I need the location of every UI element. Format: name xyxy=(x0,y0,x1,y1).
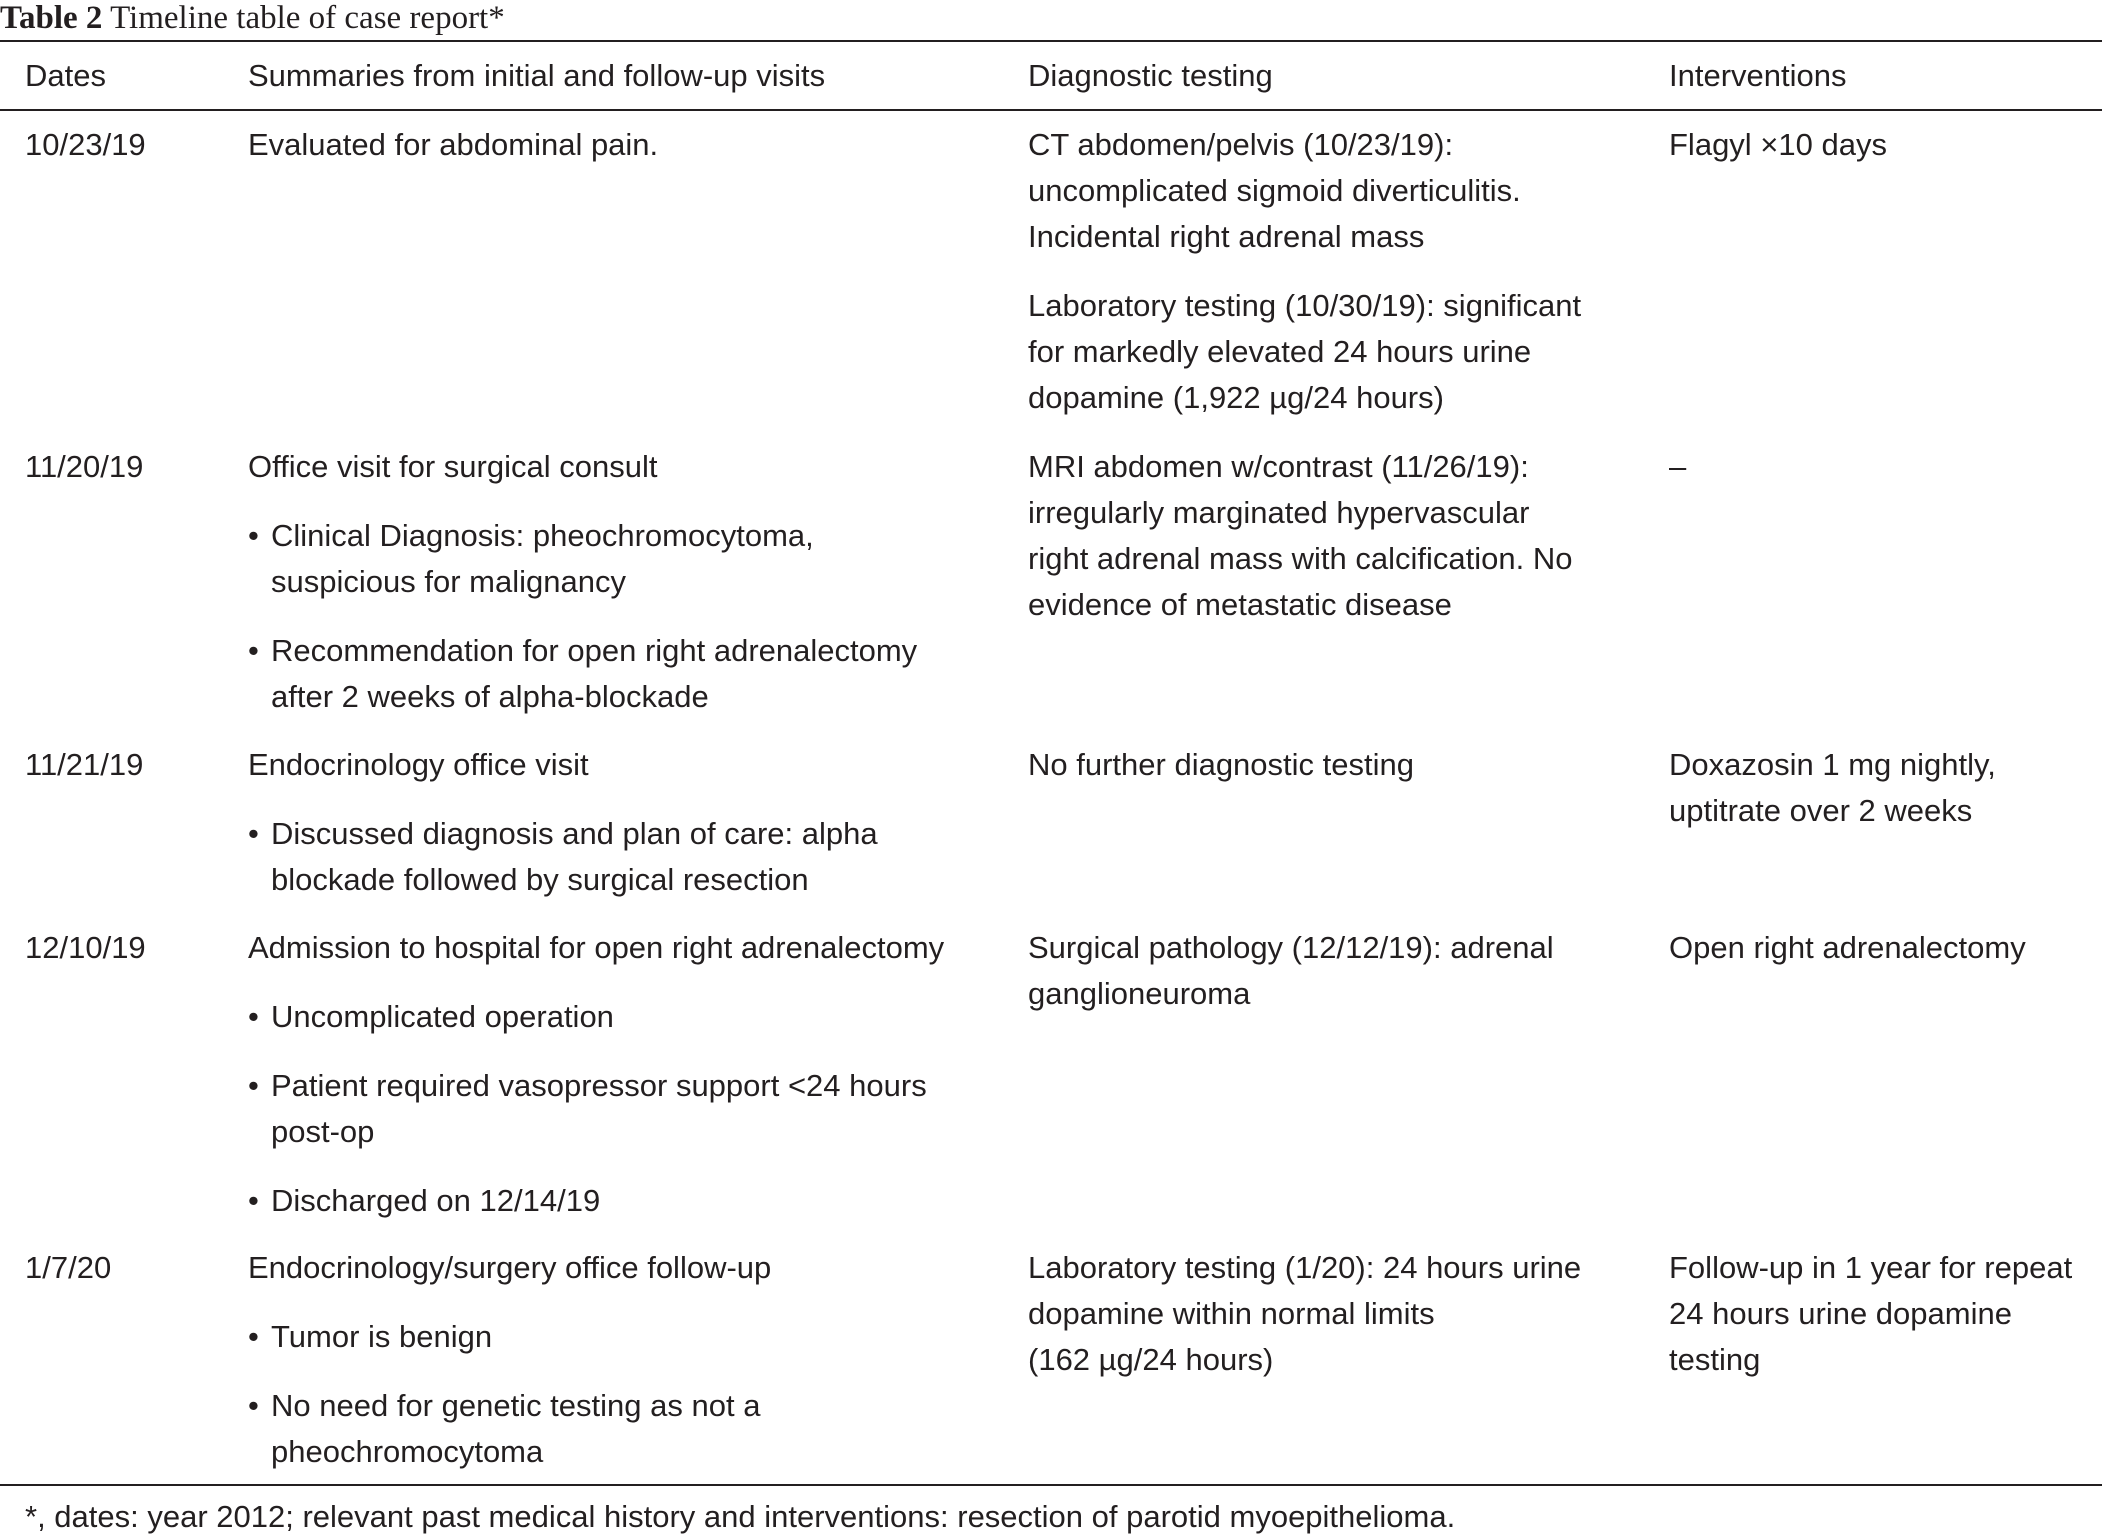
text-line: testing xyxy=(1669,1342,1761,1377)
text-line: Flagyl ×10 days xyxy=(1669,127,1887,162)
text-line: • No need for genetic testing as not a xyxy=(271,1388,761,1423)
row-4-date: 12/10/19 xyxy=(25,930,146,965)
column-header-diagnostic: Diagnostic testing xyxy=(1028,58,1273,93)
column-header-dates: Dates xyxy=(25,58,106,93)
text-line: Laboratory testing (1/20): 24 hours urine xyxy=(1028,1250,1582,1285)
row-5-diagnostic xyxy=(1028,1245,1581,1383)
table-number: Table 2 xyxy=(0,0,103,36)
row-2-interventions xyxy=(1669,444,1686,490)
row-3-interventions xyxy=(1669,742,1996,834)
text-line: Incidental right adrenal mass xyxy=(1028,219,1425,254)
summary-bullet xyxy=(248,1178,944,1224)
text-line: MRI abdomen w/contrast (11/26/19): xyxy=(1028,449,1529,484)
text-line: suspicious for malignancy xyxy=(271,564,626,599)
text-line: • Discharged on 12/14/19 xyxy=(271,1183,601,1218)
text-line: – xyxy=(1669,449,1687,484)
row-1-summary: Evaluated for abdominal pain. xyxy=(248,127,659,162)
text-line: • Tumor is benign xyxy=(271,1319,493,1354)
row-5-interventions xyxy=(1669,1245,2072,1383)
diagnostic-paragraph xyxy=(1028,444,1572,628)
text-line: Follow-up in 1 year for repeat xyxy=(1669,1250,2073,1285)
summary-bullet xyxy=(248,513,917,605)
summary-bullet xyxy=(248,1314,771,1360)
column-header-summaries: Summaries from initial and follow-up visits xyxy=(248,58,826,93)
text-line: (162 µg/24 hours) xyxy=(1028,1342,1274,1377)
summary-heading: Office visit for surgical consult xyxy=(248,449,658,484)
row-4-interventions xyxy=(1669,925,2026,971)
text-line: ganglioneuroma xyxy=(1028,976,1251,1011)
text-line: dopamine (1,922 µg/24 hours) xyxy=(1028,380,1444,415)
row-2-summary xyxy=(248,444,917,720)
row-4-diagnostic xyxy=(1028,925,1554,1017)
diagnostic-paragraph xyxy=(1028,122,1581,260)
row-3-summary xyxy=(248,742,878,903)
summary-bullet xyxy=(248,811,878,903)
summary-bullet xyxy=(248,1063,944,1155)
text-line: Open right adrenalectomy xyxy=(1669,930,2026,965)
row-1-date: 10/23/19 xyxy=(25,127,146,162)
text-line: for markedly elevated 24 hours urine xyxy=(1028,334,1532,369)
table-caption xyxy=(0,0,505,38)
row-3-diagnostic xyxy=(1028,742,1414,788)
summary-bullet xyxy=(248,628,917,720)
text-line: • Patient required vasopressor support <24 hours xyxy=(271,1068,927,1103)
text-line: right adrenal mass with calcification. No xyxy=(1028,541,1573,576)
summary-bullet xyxy=(248,1383,771,1475)
table-footnote: *, dates: year 2012; relevant past medical history and interventions: resection of parotid myoepithelioma. xyxy=(25,1499,1456,1534)
text-line: after 2 weeks of alpha-blockade xyxy=(271,679,709,714)
text-line: uncomplicated sigmoid diverticulitis. xyxy=(1028,173,1521,208)
table-top-rule xyxy=(0,40,2102,42)
text-line: No further diagnostic testing xyxy=(1028,747,1414,782)
text-line: irregularly marginated hypervascular xyxy=(1028,495,1530,530)
row-1-diagnostic xyxy=(1028,122,1581,421)
row-4-summary xyxy=(248,925,944,1224)
row-3-date: 11/21/19 xyxy=(25,747,144,782)
row-1-interventions xyxy=(1669,122,1887,168)
text-line: • Recommendation for open right adrenalectomy xyxy=(271,633,918,668)
text-line: • Discussed diagnosis and plan of care: alpha xyxy=(271,816,878,851)
diagnostic-paragraph xyxy=(1028,283,1581,421)
text-line: • Uncomplicated operation xyxy=(271,999,614,1034)
row-2-diagnostic xyxy=(1028,444,1572,628)
row-5-date: 1/7/20 xyxy=(25,1250,112,1285)
row-5-summary xyxy=(248,1245,771,1475)
text-line: • Clinical Diagnosis: pheochromocytoma, xyxy=(271,518,814,553)
text-line: dopamine within normal limits xyxy=(1028,1296,1435,1331)
text-line: uptitrate over 2 weeks xyxy=(1669,793,1973,828)
text-line: post-op xyxy=(271,1114,375,1149)
summary-heading: Admission to hospital for open right adrenalectomy xyxy=(248,930,945,965)
text-line: blockade followed by surgical resection xyxy=(271,862,809,897)
header-rule xyxy=(0,109,2102,111)
text-line: Surgical pathology (12/12/19): adrenal xyxy=(1028,930,1554,965)
summary-heading: Endocrinology/surgery office follow-up xyxy=(248,1250,772,1285)
summary-heading: Endocrinology office visit xyxy=(248,747,589,782)
text-line: Doxazosin 1 mg nightly, xyxy=(1669,747,1996,782)
table-title: Timeline table of case report* xyxy=(110,0,505,36)
text-line: pheochromocytoma xyxy=(271,1434,544,1469)
column-header-interventions: Interventions xyxy=(1669,58,1847,93)
text-line: 24 hours urine dopamine xyxy=(1669,1296,2012,1331)
table-bottom-rule xyxy=(0,1484,2102,1486)
summary-bullet xyxy=(248,994,944,1040)
text-line: CT abdomen/pelvis (10/23/19): xyxy=(1028,127,1454,162)
text-line: evidence of metastatic disease xyxy=(1028,587,1452,622)
row-2-date: 11/20/19 xyxy=(25,449,144,484)
text-line: Laboratory testing (10/30/19): significant xyxy=(1028,288,1582,323)
